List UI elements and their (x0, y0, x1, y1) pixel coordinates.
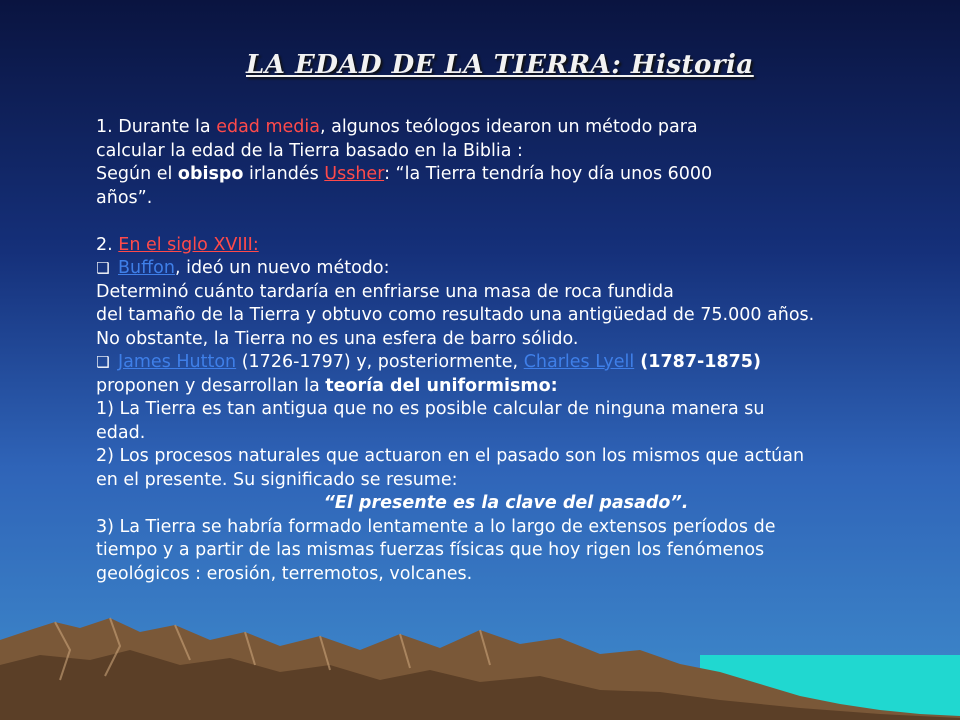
para1-rest: , algunos teólogos idearon un método para (319, 117, 698, 137)
para2-number: 2. (96, 234, 119, 255)
para2-line8: 1) La Tierra es tan antigua que no es posible calcular de ninguna manera su (96, 399, 765, 419)
para2-line14: tiempo y a partir de las mismas fuerzas físicas que hoy rigen los fenómenos (96, 540, 765, 560)
para2-line5: No obstante, la Tierra no es una esfera de barro sólido. (96, 328, 579, 349)
bullet-buffon (96, 257, 916, 281)
bullet-hutton-lyell (96, 351, 916, 375)
hutton-rest: (1726-1797) y, posteriormente, (236, 352, 524, 372)
lyell-dates: (1787-1875) (634, 352, 761, 372)
para2-line9: edad. (96, 422, 146, 443)
teoria-text: teoría del uniformismo: (325, 375, 558, 396)
para2-line15: geológicos : erosión, terremotos, volcanes. (96, 563, 473, 584)
checkbox-bullet-icon: ❑ (96, 353, 110, 371)
lyell-link[interactable]: Charles Lyell (523, 352, 635, 372)
siglo-xviii-link[interactable]: En el siglo XVIII: (118, 234, 259, 255)
para1-line2: calcular la edad de la Tierra basado en la Biblia : (96, 140, 523, 161)
para2-line10: 2) Los procesos naturales que actuaron en el pasado son los mismos que actúan (96, 446, 805, 466)
slide-content (96, 116, 916, 586)
para2-line13: 3) La Tierra se habría formado lentamente a lo largo de extensos períodos de (96, 516, 776, 537)
slide-title: LA EDAD DE LA TIERRA: Historia (246, 50, 754, 80)
para1-line3-b: irlandés (243, 164, 325, 184)
para2-line7-a: proponen y desarrollan la (96, 375, 326, 396)
para2-line3: Determinó cuánto tardaría en enfriarse una masa de roca fundida (96, 281, 674, 302)
quote-text: “El presente es la clave del pasado”. (323, 493, 689, 513)
para2-line11: en el presente. Su significado se resume: (96, 469, 458, 490)
checkbox-bullet-icon: ❑ (96, 259, 110, 277)
para2-line7 (96, 375, 916, 399)
para1-line3-c: : “la Tierra tendría hoy día unos 6000 (384, 164, 713, 184)
para1-line3 (96, 163, 916, 187)
mountain-range-image (0, 610, 960, 720)
para2-heading (96, 234, 916, 258)
para1-line4: años”. (96, 187, 153, 208)
ussher-link[interactable]: Ussher (324, 164, 385, 184)
para1-line1 (96, 116, 916, 140)
edad-media-text: edad media (216, 117, 320, 137)
para1-prefix: 1. Durante la (96, 117, 217, 137)
para2-line4: del tamaño de la Tierra y obtuvo como resultado una antigüedad de 75.000 años. (96, 305, 815, 325)
hutton-link[interactable]: James Hutton (118, 352, 237, 372)
para1-line3-a: Según el (96, 164, 178, 184)
buffon-rest: , ideó un nuevo método: (174, 258, 390, 278)
spacer (96, 210, 916, 234)
obispo-text: obispo (177, 164, 244, 184)
buffon-link[interactable]: Buffon (118, 258, 175, 278)
